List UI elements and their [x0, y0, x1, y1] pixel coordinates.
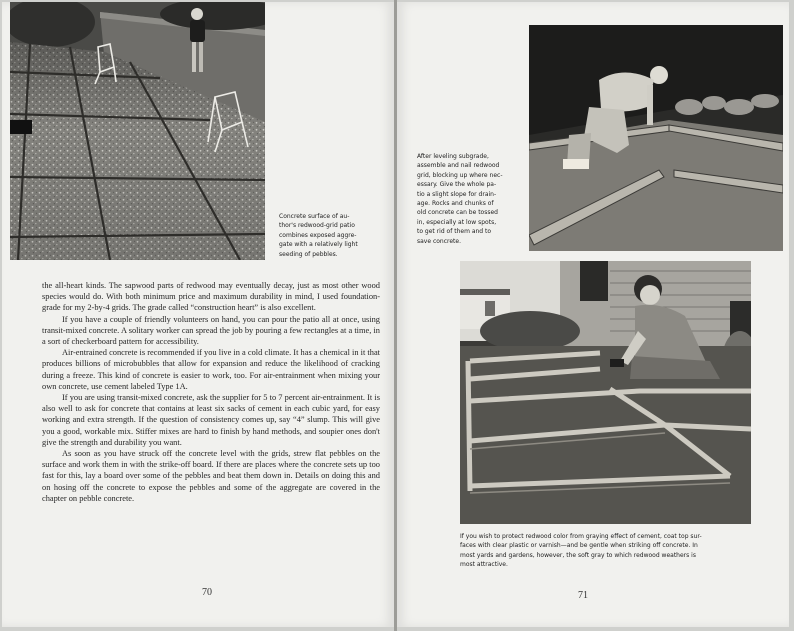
- caption-line: age. Rocks and chunks of: [417, 200, 494, 208]
- page-number-right: 71: [578, 590, 588, 601]
- patio-photo-image: [10, 2, 265, 260]
- caption-line: gate with a relatively light: [279, 241, 358, 249]
- caption-line: most yards and gardens, however, the soft gray to which redwood weathers is: [460, 551, 696, 559]
- caption-line: combines exposed aggre-: [279, 231, 357, 239]
- caption-line: thor's redwood-grid patio: [279, 222, 355, 230]
- varnishing-caption: [460, 532, 702, 570]
- paragraph: Air-entrained concrete is recommended if you live in a cold climate. It has a chemical in it that produces billions of microbubbles that allow for expansion and reduce the likelihood of cracking during a freeze. This kind of concrete is easier to work, too. For air-entrainment when mixing your own concrete, use cement labeled Type 1A.: [42, 348, 380, 391]
- caption-line: save concrete.: [417, 237, 462, 245]
- patio-caption: [279, 212, 358, 259]
- caption-line: old concrete can be tossed: [417, 209, 498, 217]
- grid-caption: [417, 152, 502, 246]
- left-page: [2, 2, 394, 627]
- paragraph: If you are using transit-mixed concrete, ask the supplier for 5 to 7 percent air-entrainment. It is also well to ask for concrete that contains at least six sacks of cement in each cubic yard, for easy working and extra strength. If the question of consistency comes up, say “4” slump. This will give you a good, workable mix. Stiffer mixes are hard to finish by hand methods, and soupier ones don't give the strength and durability you want.: [42, 393, 380, 447]
- paragraph: As soon as you have struck off the concrete level with the grids, strew flat pebbles on the surface and work them in with the strike-off board. If there are places where the concrete sets up too fast for this, lay a board over some of the pebbles and beat them down in. Details on doing this and on hosing off the concrete to expose the pebbles and some of the aggregate are covered in the chapter on pebble concrete.: [42, 449, 380, 503]
- caption-line: tio a slight slope for drain-: [417, 190, 497, 198]
- caption-line: grid, blocking up where nec-: [417, 171, 503, 179]
- caption-line: Concrete surface of au-: [279, 213, 350, 220]
- patio-photo: [10, 2, 265, 260]
- caption-line: faces with clear plastic or varnish—and be gentle when striking off concrete. In: [460, 542, 698, 550]
- caption-line: After leveling subgrade,: [417, 153, 489, 160]
- caption-line: essary. Give the whole pa-: [417, 181, 497, 189]
- caption-line: seeding of pebbles.: [279, 250, 338, 258]
- varnishing-photo: [460, 261, 751, 524]
- leveling-photo: [529, 25, 783, 251]
- caption-line: assemble and nail redwood: [417, 162, 500, 170]
- leveling-photo-image: [529, 25, 783, 251]
- body-text: [42, 280, 380, 504]
- right-page: [397, 2, 789, 627]
- page-number-left: 70: [202, 587, 212, 598]
- caption-line: in, especially at low spots,: [417, 218, 497, 226]
- paragraph: the all-heart kinds. The sapwood parts of redwood may eventually decay, just as most other wood species would do. With both minimum price and maximum durability in mind, I used foundation-grade for my 2-by-4 grids. The grade called “construction heart” is also excellent.: [42, 281, 380, 313]
- caption-line: to get rid of them and to: [417, 228, 492, 236]
- varnishing-photo-image: [460, 261, 751, 524]
- caption-line: most attractive.: [460, 561, 508, 569]
- caption-line: If you wish to protect redwood color from graying effect of cement, coat top sur-: [460, 533, 702, 540]
- paragraph: If you have a couple of friendly volunteers on hand, you can pour the patio all at once, using transit-mixed concrete. A solitary worker can spread the job by pouring a few rectangles at a time, in a sort of checkerboard pattern for accessibility.: [42, 314, 380, 347]
